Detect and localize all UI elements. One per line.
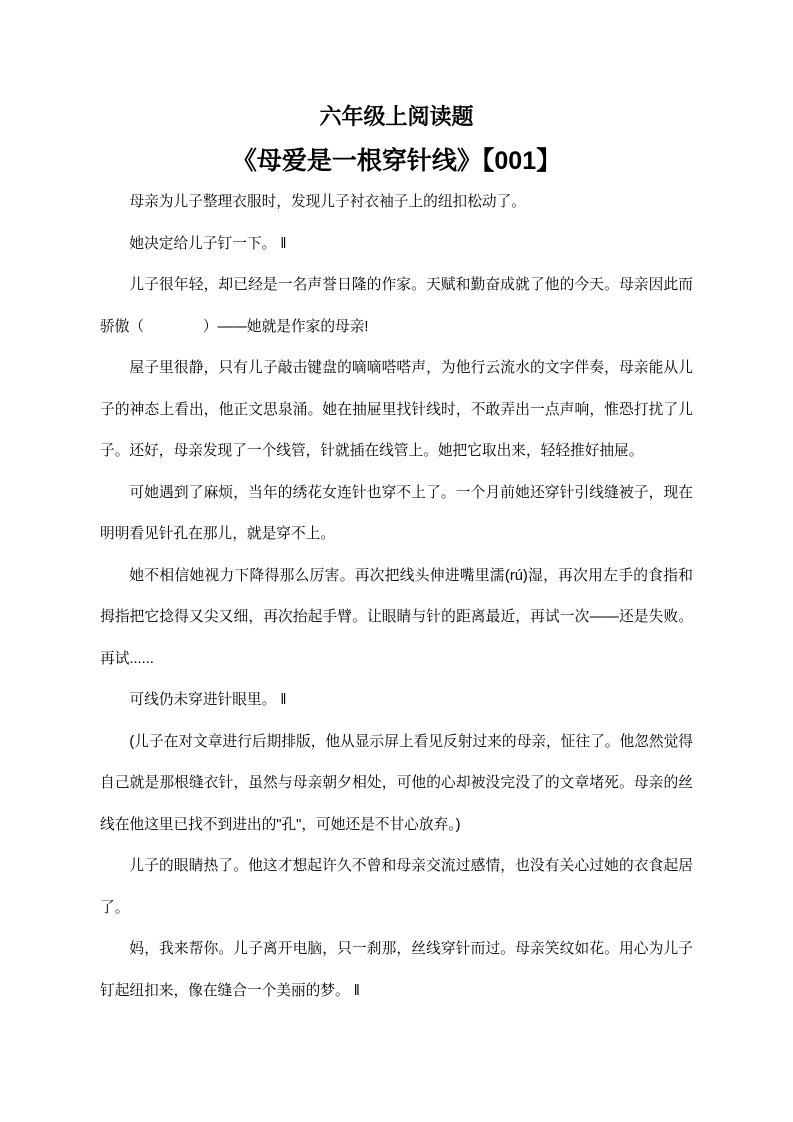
paragraph-1: 母亲为儿子整理衣服时，发现儿子衬衣袖子上的纽扣松动了。 bbox=[129, 194, 526, 210]
document-subtitle: 《母爱是一根穿针线》【001】 bbox=[231, 147, 562, 175]
document-body bbox=[100, 182, 693, 1012]
paragraph-5: 可她遇到了麻烦，当年的绣花女连针也穿不上了。一个月前她还穿针引线缝被子，现在明明看见针孔在那儿，就是穿不上。 bbox=[100, 484, 693, 542]
paragraph-7: 可线仍未穿进针眼里。 ‖ bbox=[129, 692, 287, 708]
paragraph-2: 她决定给儿子钉一下。 ‖ bbox=[129, 235, 287, 252]
paragraph-4: 屋子里很静，只有儿子敲击键盘的嘀嘀嗒嗒声，为他行云流水的文字伴奏，母亲能从儿子的神态上看出，他正文思泉涌。她在抽屉里找针线时，不敢弄出一点声响，惟恐打扰了儿子。还好，母亲发现了一个线管，针就插在线管上。她把它取出来，轻轻推好抽屉。 bbox=[100, 360, 693, 459]
document-title: 六年级上阅读题 bbox=[319, 104, 474, 129]
paragraph-6: 她不相信她视力下降得那么厉害。再次把线头伸进嘴里濡(rú)湿，再次用左手的食指和拇指把它捻得又尖又细，再次抬起手臂。让眼睛与针的距离最近，再试一次——还是失败。再试...... bbox=[100, 567, 693, 667]
paragraph-3: 儿子很年轻，却已经是一名声誉日隆的作家。天赋和勤奋成就了他的今天。母亲因此而骄傲（ ）——她就是作家的母亲! bbox=[100, 277, 693, 335]
paragraph-8: (儿子在对文章进行后期排版，他从显示屏上看见反射过来的母亲，怔往了。他忽然觉得自己就是那根缝衣针，虽然与母亲朝夕相处，可他的心却被没完没了的文章堵死。母亲的丝线在他这里已找不到进出的"孔"，可她还是不甘心放弃。) bbox=[100, 733, 693, 833]
paragraph-9: 儿子的眼睛热了。他这才想起许久不曾和母亲交流过感情，也没有关心过她的衣食起居了。 bbox=[100, 858, 693, 916]
paragraph-10: 妈，我来帮你。儿子离开电脑，只一刹那，丝线穿针而过。母亲笑纹如花。用心为儿子钉起纽扣来，像在缝合一个美丽的梦。 ‖ bbox=[100, 941, 693, 999]
